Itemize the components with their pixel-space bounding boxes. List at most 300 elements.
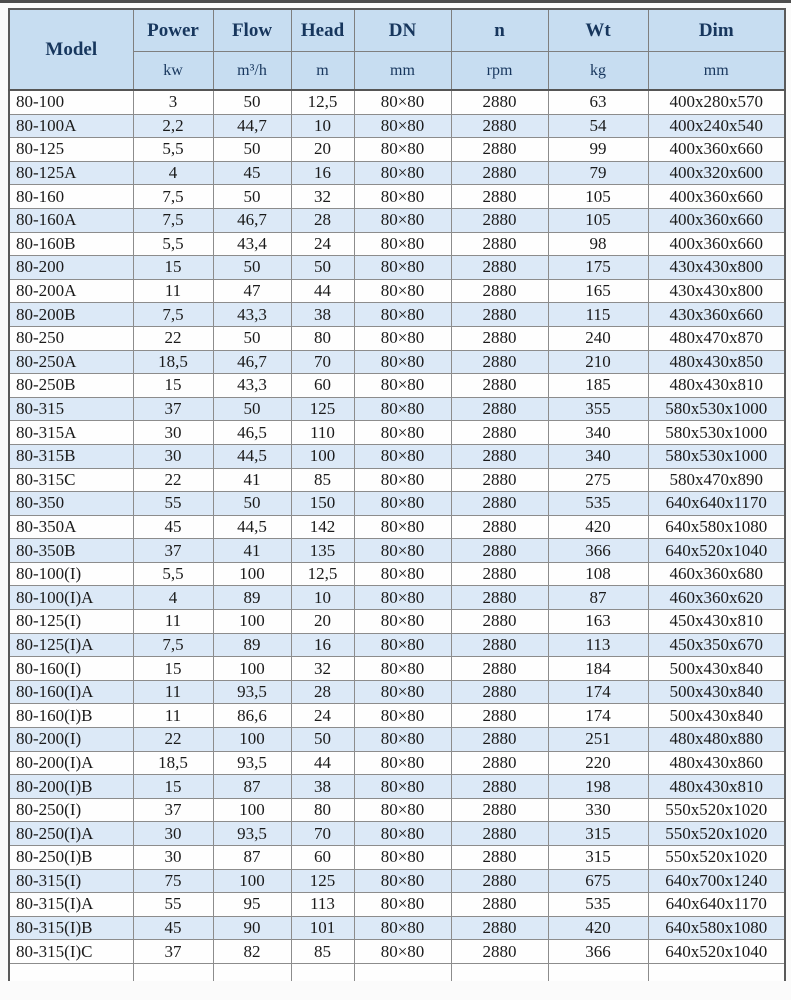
cell-dim: 460x360x620 (648, 586, 785, 610)
cell-head: 28 (291, 680, 354, 704)
partial-cell (9, 963, 133, 981)
col-unit-n: rpm (451, 52, 548, 91)
col-header-n: n (451, 9, 548, 52)
cell-head: 44 (291, 751, 354, 775)
cell-dim: 640x520x1040 (648, 539, 785, 563)
cell-model: 80-100(I)A (9, 586, 133, 610)
cell-model: 80-125(I) (9, 610, 133, 634)
cell-head: 70 (291, 822, 354, 846)
cell-n: 2880 (451, 751, 548, 775)
cell-dim: 400x360x660 (648, 138, 785, 162)
cell-head: 50 (291, 256, 354, 280)
cell-n: 2880 (451, 610, 548, 634)
cell-dn: 80×80 (354, 846, 451, 870)
cell-flow: 43,4 (213, 232, 291, 256)
cell-model: 80-315A (9, 421, 133, 445)
cell-head: 60 (291, 374, 354, 398)
table-row (9, 468, 785, 492)
cell-dn: 80×80 (354, 657, 451, 681)
table-row (9, 916, 785, 940)
cell-dim: 640x580x1080 (648, 916, 785, 940)
cell-head: 44 (291, 279, 354, 303)
table-row (9, 256, 785, 280)
cell-wt: 105 (548, 208, 648, 232)
cell-model: 80-250A (9, 350, 133, 374)
cell-model: 80-250(I)B (9, 846, 133, 870)
cell-model: 80-350 (9, 492, 133, 516)
cell-dim: 580x530x1000 (648, 444, 785, 468)
cell-wt: 535 (548, 492, 648, 516)
cell-flow: 100 (213, 798, 291, 822)
cell-n: 2880 (451, 421, 548, 445)
cell-wt: 366 (548, 539, 648, 563)
table-row (9, 350, 785, 374)
table-row (9, 232, 785, 256)
cell-dn: 80×80 (354, 586, 451, 610)
cell-dim: 430x360x660 (648, 303, 785, 327)
cell-dim: 430x430x800 (648, 256, 785, 280)
top-crop-bar (0, 0, 791, 3)
cell-wt: 163 (548, 610, 648, 634)
cell-dn: 80×80 (354, 185, 451, 209)
cell-flow: 100 (213, 610, 291, 634)
cell-model: 80-315C (9, 468, 133, 492)
cell-head: 20 (291, 138, 354, 162)
pump-spec-table (8, 8, 786, 981)
cell-head: 10 (291, 114, 354, 138)
cell-n: 2880 (451, 232, 548, 256)
cell-power: 30 (133, 846, 213, 870)
col-unit-dn: mm (354, 52, 451, 91)
cell-dim: 580x530x1000 (648, 397, 785, 421)
cell-flow: 93,5 (213, 822, 291, 846)
cell-head: 24 (291, 704, 354, 728)
cell-model: 80-125(I)A (9, 633, 133, 657)
cell-dn: 80×80 (354, 680, 451, 704)
cell-flow: 50 (213, 397, 291, 421)
cell-n: 2880 (451, 208, 548, 232)
cell-wt: 184 (548, 657, 648, 681)
cell-power: 11 (133, 704, 213, 728)
table-row (9, 657, 785, 681)
cell-head: 125 (291, 397, 354, 421)
cell-power: 22 (133, 326, 213, 350)
cell-dn: 80×80 (354, 256, 451, 280)
cell-power: 15 (133, 256, 213, 280)
cell-wt: 420 (548, 916, 648, 940)
cell-dn: 80×80 (354, 704, 451, 728)
cell-power: 18,5 (133, 751, 213, 775)
cell-n: 2880 (451, 633, 548, 657)
cell-power: 37 (133, 539, 213, 563)
cell-dim: 500x430x840 (648, 680, 785, 704)
cell-n: 2880 (451, 916, 548, 940)
cell-n: 2880 (451, 775, 548, 799)
table-row (9, 680, 785, 704)
cell-n: 2880 (451, 138, 548, 162)
cell-wt: 315 (548, 846, 648, 870)
cell-wt: 420 (548, 515, 648, 539)
cell-dn: 80×80 (354, 775, 451, 799)
cell-model: 80-100 (9, 90, 133, 114)
cell-dn: 80×80 (354, 610, 451, 634)
cell-dim: 400x280x570 (648, 90, 785, 114)
cell-dim: 400x320x600 (648, 161, 785, 185)
cell-power: 22 (133, 728, 213, 752)
cell-model: 80-100A (9, 114, 133, 138)
cell-model: 80-160(I)B (9, 704, 133, 728)
cell-flow: 44,7 (213, 114, 291, 138)
cell-head: 85 (291, 468, 354, 492)
cell-power: 15 (133, 657, 213, 681)
partial-row (9, 963, 785, 981)
cell-dn: 80×80 (354, 397, 451, 421)
table-row (9, 90, 785, 114)
table-row (9, 775, 785, 799)
cell-dn: 80×80 (354, 562, 451, 586)
table-row (9, 421, 785, 445)
cell-wt: 105 (548, 185, 648, 209)
table-row (9, 326, 785, 350)
cell-dn: 80×80 (354, 421, 451, 445)
cell-power: 75 (133, 869, 213, 893)
cell-n: 2880 (451, 515, 548, 539)
cell-power: 5,5 (133, 232, 213, 256)
cell-n: 2880 (451, 161, 548, 185)
cell-n: 2880 (451, 492, 548, 516)
cell-n: 2880 (451, 704, 548, 728)
table-row (9, 492, 785, 516)
cell-dim: 500x430x840 (648, 704, 785, 728)
cell-head: 50 (291, 728, 354, 752)
table-header (9, 9, 785, 90)
cell-dim: 640x640x1170 (648, 893, 785, 917)
cell-model: 80-250 (9, 326, 133, 350)
cell-dn: 80×80 (354, 138, 451, 162)
cell-power: 11 (133, 610, 213, 634)
cell-wt: 175 (548, 256, 648, 280)
cell-n: 2880 (451, 539, 548, 563)
table-row (9, 185, 785, 209)
cell-flow: 89 (213, 633, 291, 657)
cell-flow: 50 (213, 138, 291, 162)
cell-n: 2880 (451, 798, 548, 822)
cell-dn: 80×80 (354, 728, 451, 752)
cell-n: 2880 (451, 397, 548, 421)
cell-n: 2880 (451, 303, 548, 327)
cell-wt: 340 (548, 444, 648, 468)
cell-power: 55 (133, 893, 213, 917)
cell-power: 7,5 (133, 633, 213, 657)
cell-dn: 80×80 (354, 326, 451, 350)
cell-head: 60 (291, 846, 354, 870)
cell-power: 5,5 (133, 562, 213, 586)
col-header-flow: Flow (213, 9, 291, 52)
cell-model: 80-100(I) (9, 562, 133, 586)
cell-dn: 80×80 (354, 350, 451, 374)
cell-dim: 450x430x810 (648, 610, 785, 634)
cell-model: 80-315(I)A (9, 893, 133, 917)
cell-dim: 480x470x870 (648, 326, 785, 350)
cell-power: 37 (133, 397, 213, 421)
table-row (9, 751, 785, 775)
cell-dn: 80×80 (354, 492, 451, 516)
cell-model: 80-200B (9, 303, 133, 327)
cell-flow: 86,6 (213, 704, 291, 728)
cell-wt: 115 (548, 303, 648, 327)
partial-cell (354, 963, 451, 981)
table-row (9, 728, 785, 752)
cell-model: 80-160A (9, 208, 133, 232)
cell-n: 2880 (451, 90, 548, 114)
cell-model: 80-160(I)A (9, 680, 133, 704)
cell-dn: 80×80 (354, 303, 451, 327)
cell-model: 80-200A (9, 279, 133, 303)
cell-power: 37 (133, 940, 213, 964)
cell-power: 4 (133, 586, 213, 610)
cell-dim: 400x360x660 (648, 185, 785, 209)
cell-power: 4 (133, 161, 213, 185)
cell-wt: 108 (548, 562, 648, 586)
cell-dim: 550x520x1020 (648, 846, 785, 870)
cell-head: 38 (291, 775, 354, 799)
cell-n: 2880 (451, 846, 548, 870)
cell-n: 2880 (451, 444, 548, 468)
col-unit-power: kw (133, 52, 213, 91)
partial-cell (648, 963, 785, 981)
cell-wt: 330 (548, 798, 648, 822)
table-row (9, 893, 785, 917)
cell-head: 32 (291, 185, 354, 209)
cell-dn: 80×80 (354, 90, 451, 114)
col-header-dn: DN (354, 9, 451, 52)
table-row (9, 138, 785, 162)
cell-dim: 400x240x540 (648, 114, 785, 138)
cell-flow: 50 (213, 185, 291, 209)
cell-flow: 93,5 (213, 751, 291, 775)
cell-model: 80-315(I) (9, 869, 133, 893)
cell-dn: 80×80 (354, 916, 451, 940)
table-row (9, 940, 785, 964)
cell-wt: 535 (548, 893, 648, 917)
cell-flow: 87 (213, 775, 291, 799)
table-row (9, 846, 785, 870)
cell-dn: 80×80 (354, 279, 451, 303)
cell-flow: 50 (213, 90, 291, 114)
cell-dim: 640x580x1080 (648, 515, 785, 539)
col-header-wt: Wt (548, 9, 648, 52)
cell-n: 2880 (451, 350, 548, 374)
cell-n: 2880 (451, 728, 548, 752)
cell-n: 2880 (451, 680, 548, 704)
cell-flow: 100 (213, 657, 291, 681)
cell-power: 45 (133, 515, 213, 539)
cell-dim: 480x430x850 (648, 350, 785, 374)
cell-dim: 480x480x880 (648, 728, 785, 752)
cell-wt: 210 (548, 350, 648, 374)
table-row (9, 869, 785, 893)
cell-dn: 80×80 (354, 468, 451, 492)
cell-n: 2880 (451, 468, 548, 492)
cell-model: 80-160 (9, 185, 133, 209)
cell-n: 2880 (451, 657, 548, 681)
cell-dn: 80×80 (354, 869, 451, 893)
cell-wt: 63 (548, 90, 648, 114)
cell-n: 2880 (451, 562, 548, 586)
cell-dn: 80×80 (354, 798, 451, 822)
cell-dim: 450x350x670 (648, 633, 785, 657)
cell-wt: 87 (548, 586, 648, 610)
cell-flow: 50 (213, 492, 291, 516)
cell-n: 2880 (451, 114, 548, 138)
cell-flow: 46,5 (213, 421, 291, 445)
table-row (9, 303, 785, 327)
cell-dn: 80×80 (354, 161, 451, 185)
cell-flow: 50 (213, 326, 291, 350)
cell-wt: 198 (548, 775, 648, 799)
cell-model: 80-200(I)A (9, 751, 133, 775)
cell-wt: 99 (548, 138, 648, 162)
partial-cell (213, 963, 291, 981)
partial-cell (133, 963, 213, 981)
cell-head: 100 (291, 444, 354, 468)
partial-cell (291, 963, 354, 981)
cell-wt: 315 (548, 822, 648, 846)
table-row (9, 397, 785, 421)
col-header-dim: Dim (648, 9, 785, 52)
table-row (9, 798, 785, 822)
table-row (9, 114, 785, 138)
cell-wt: 240 (548, 326, 648, 350)
cell-dn: 80×80 (354, 374, 451, 398)
cell-flow: 93,5 (213, 680, 291, 704)
cell-head: 24 (291, 232, 354, 256)
cell-model: 80-160B (9, 232, 133, 256)
table-row (9, 515, 785, 539)
table-row (9, 633, 785, 657)
cell-flow: 89 (213, 586, 291, 610)
cell-head: 12,5 (291, 562, 354, 586)
col-header-model: Model (9, 9, 133, 90)
cell-wt: 675 (548, 869, 648, 893)
cell-dim: 640x640x1170 (648, 492, 785, 516)
cell-flow: 44,5 (213, 444, 291, 468)
cell-model: 80-200(I)B (9, 775, 133, 799)
table-row (9, 704, 785, 728)
col-unit-head: m (291, 52, 354, 91)
cell-dim: 580x530x1000 (648, 421, 785, 445)
table-row (9, 374, 785, 398)
cell-flow: 41 (213, 468, 291, 492)
cell-head: 16 (291, 161, 354, 185)
cell-head: 142 (291, 515, 354, 539)
cell-power: 45 (133, 916, 213, 940)
cell-flow: 100 (213, 562, 291, 586)
cell-wt: 340 (548, 421, 648, 445)
cell-model: 80-315(I)B (9, 916, 133, 940)
cell-dn: 80×80 (354, 232, 451, 256)
cell-head: 12,5 (291, 90, 354, 114)
cell-dim: 480x430x810 (648, 374, 785, 398)
cell-head: 101 (291, 916, 354, 940)
cell-model: 80-250B (9, 374, 133, 398)
col-unit-dim: mm (648, 52, 785, 91)
cell-dim: 500x430x840 (648, 657, 785, 681)
cell-model: 80-350B (9, 539, 133, 563)
cell-dn: 80×80 (354, 444, 451, 468)
cell-wt: 275 (548, 468, 648, 492)
cell-head: 125 (291, 869, 354, 893)
cell-dim: 400x360x660 (648, 232, 785, 256)
table-row (9, 586, 785, 610)
cell-head: 150 (291, 492, 354, 516)
partial-cell (548, 963, 648, 981)
table-body (9, 90, 785, 963)
cell-flow: 95 (213, 893, 291, 917)
cell-flow: 41 (213, 539, 291, 563)
cell-model: 80-250(I) (9, 798, 133, 822)
cell-n: 2880 (451, 279, 548, 303)
cell-wt: 174 (548, 680, 648, 704)
table-row (9, 444, 785, 468)
cell-dim: 400x360x660 (648, 208, 785, 232)
cell-model: 80-125A (9, 161, 133, 185)
col-header-head: Head (291, 9, 354, 52)
cell-flow: 100 (213, 728, 291, 752)
cell-model: 80-200 (9, 256, 133, 280)
cell-flow: 43,3 (213, 374, 291, 398)
cell-model: 80-200(I) (9, 728, 133, 752)
cell-dn: 80×80 (354, 822, 451, 846)
cell-dn: 80×80 (354, 114, 451, 138)
cell-power: 7,5 (133, 208, 213, 232)
cell-power: 55 (133, 492, 213, 516)
col-unit-flow: m³/h (213, 52, 291, 91)
cell-power: 30 (133, 822, 213, 846)
table-row (9, 822, 785, 846)
cell-n: 2880 (451, 185, 548, 209)
cell-n: 2880 (451, 374, 548, 398)
cell-dn: 80×80 (354, 539, 451, 563)
cell-dim: 460x360x680 (648, 562, 785, 586)
cell-power: 5,5 (133, 138, 213, 162)
cell-dn: 80×80 (354, 208, 451, 232)
cell-dn: 80×80 (354, 893, 451, 917)
cell-flow: 100 (213, 869, 291, 893)
cell-flow: 47 (213, 279, 291, 303)
cell-head: 20 (291, 610, 354, 634)
cell-power: 15 (133, 374, 213, 398)
cell-wt: 113 (548, 633, 648, 657)
cell-model: 80-125 (9, 138, 133, 162)
cell-dn: 80×80 (354, 940, 451, 964)
cell-dim: 430x430x800 (648, 279, 785, 303)
cell-power: 30 (133, 421, 213, 445)
cell-power: 3 (133, 90, 213, 114)
cell-dim: 640x700x1240 (648, 869, 785, 893)
cell-model: 80-315B (9, 444, 133, 468)
cell-power: 2,2 (133, 114, 213, 138)
cell-dim: 550x520x1020 (648, 798, 785, 822)
cell-power: 37 (133, 798, 213, 822)
cell-head: 28 (291, 208, 354, 232)
cell-wt: 355 (548, 397, 648, 421)
cell-flow: 45 (213, 161, 291, 185)
cell-power: 18,5 (133, 350, 213, 374)
cell-flow: 87 (213, 846, 291, 870)
cell-wt: 174 (548, 704, 648, 728)
cell-wt: 165 (548, 279, 648, 303)
